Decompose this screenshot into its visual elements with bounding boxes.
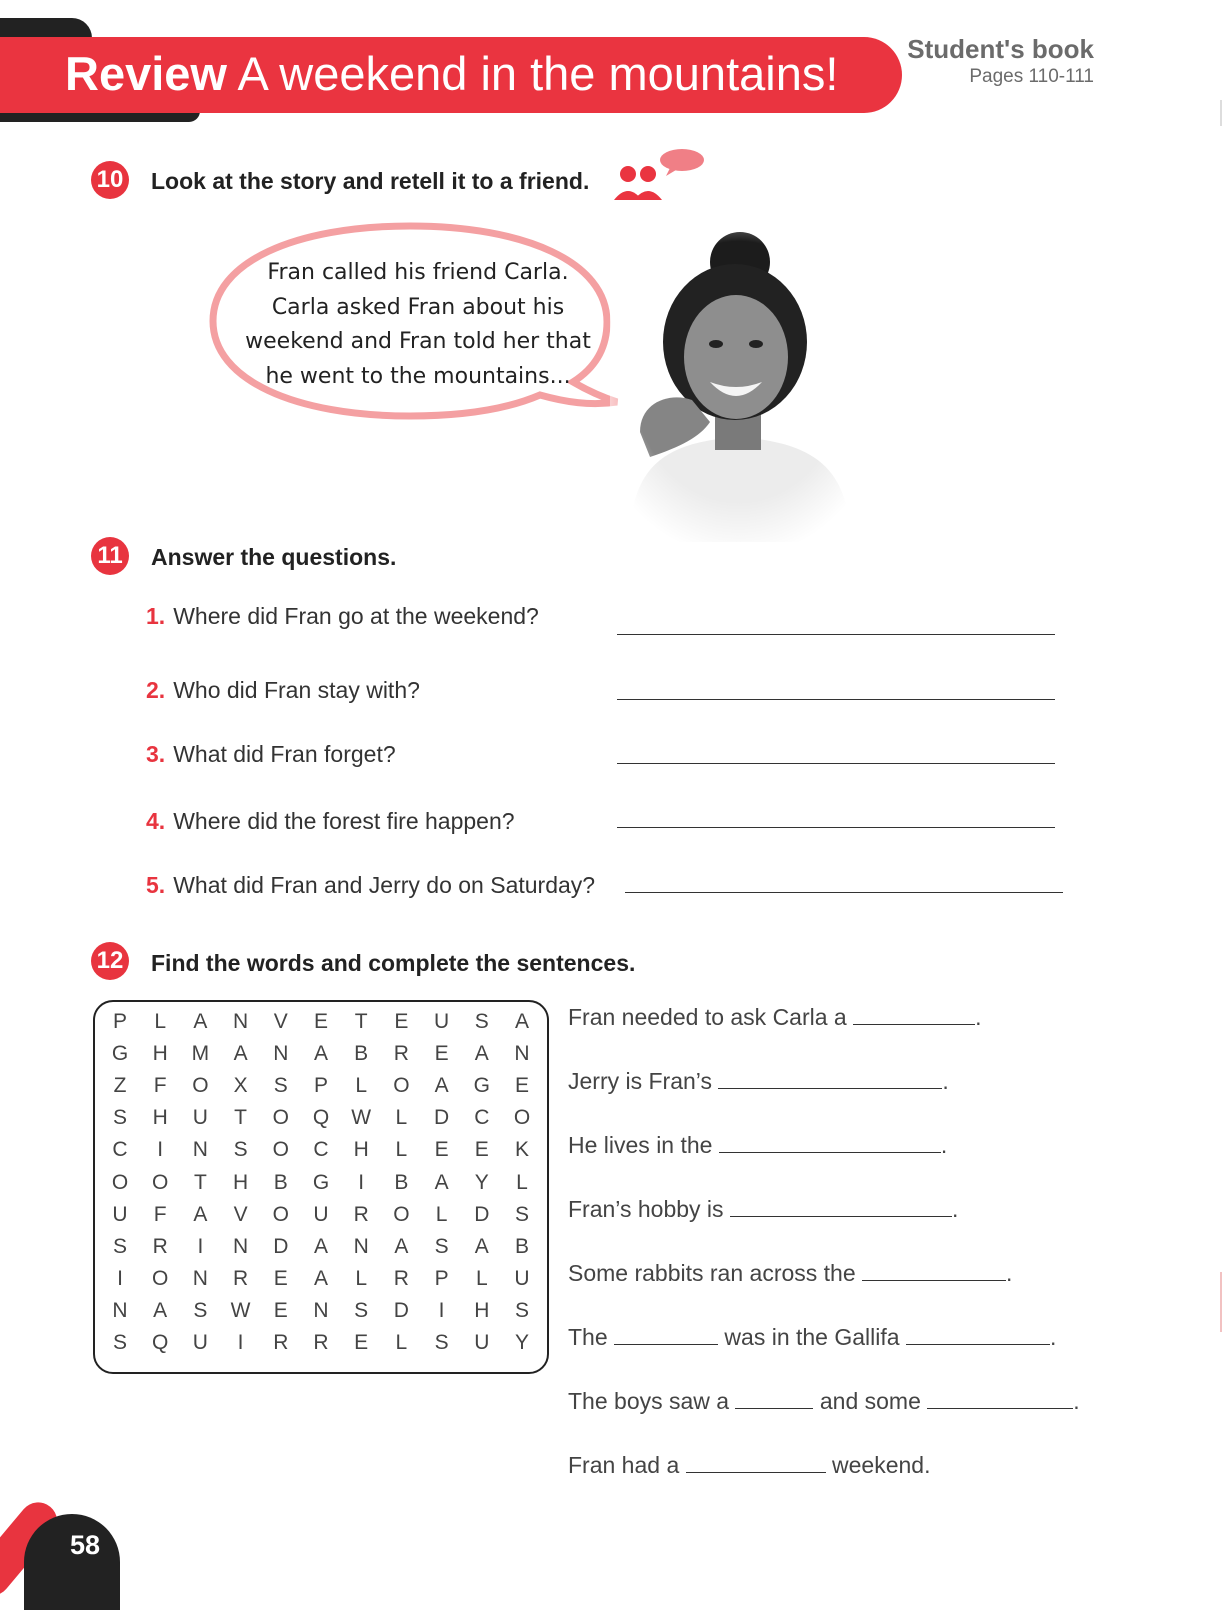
word-search-letter[interactable]: O [152, 1266, 169, 1290]
blank[interactable] [718, 1087, 942, 1089]
word-search-letter[interactable]: S [273, 1074, 288, 1098]
word-search-letter[interactable]: P [313, 1074, 328, 1098]
word-search-letter[interactable]: N [514, 1042, 530, 1066]
word-search-letter[interactable]: H [233, 1170, 249, 1194]
title-review: Review [65, 47, 227, 100]
word-search-letter[interactable]: E [434, 1042, 449, 1066]
word-search-letter[interactable]: E [434, 1138, 449, 1162]
word-search-letter[interactable]: L [435, 1202, 448, 1226]
word-search-letter[interactable]: I [157, 1138, 164, 1162]
word-search-letter[interactable]: O [192, 1074, 209, 1098]
word-search-letter[interactable]: L [355, 1074, 368, 1098]
answer-line-3[interactable] [617, 763, 1055, 764]
sentence-text: Fran’s hobby is [568, 1196, 724, 1222]
word-search-letter[interactable]: A [153, 1298, 168, 1322]
word-search-letter[interactable]: O [393, 1202, 410, 1226]
word-search-letter[interactable]: E [354, 1331, 369, 1354]
word-search-letter[interactable]: C [313, 1138, 329, 1162]
question-number: 3. [146, 741, 166, 767]
blank[interactable] [906, 1343, 1050, 1345]
word-search-letter[interactable]: L [516, 1170, 528, 1194]
students-book-label: Student's book [907, 34, 1094, 64]
word-search-letter[interactable]: S [354, 1298, 369, 1322]
word-search-letter[interactable]: A [434, 1170, 449, 1194]
sentence-7 [568, 1388, 1080, 1415]
sentence-8 [568, 1452, 931, 1479]
word-search-letter[interactable]: S [233, 1138, 248, 1162]
sentence-period: . [1049, 1324, 1057, 1350]
question-3 [146, 741, 396, 768]
word-search-letter[interactable]: R [393, 1266, 409, 1290]
speech-bubble-text [228, 256, 608, 394]
word-search-letter[interactable]: N [313, 1298, 329, 1322]
exercise-number-11: 11 [91, 537, 129, 575]
word-search-letter[interactable]: H [353, 1138, 369, 1162]
word-search-letter[interactable]: B [273, 1170, 288, 1194]
word-search-letter[interactable]: I [358, 1170, 365, 1194]
word-search-letter[interactable]: O [152, 1170, 169, 1194]
word-search-letter[interactable]: A [313, 1234, 328, 1258]
word-search-letter[interactable]: E [273, 1298, 288, 1322]
word-search-letter[interactable]: R [152, 1234, 168, 1258]
word-search-letter[interactable]: P [112, 1010, 127, 1033]
speaking-pair-icon [610, 148, 706, 204]
question-text: Who did Fran stay with? [173, 677, 420, 703]
question-text: What did Fran and Jerry do on Saturday? [173, 872, 596, 898]
word-search-letter[interactable]: U [192, 1331, 208, 1354]
word-search-letter[interactable]: U [514, 1266, 530, 1290]
sentence-text: was in the Gallifa [724, 1324, 900, 1350]
answer-line-4[interactable] [617, 827, 1055, 828]
question-number: 5. [146, 872, 166, 898]
blank[interactable] [719, 1151, 941, 1153]
word-search-letter[interactable]: B [514, 1234, 529, 1258]
word-search-letter[interactable]: I [237, 1331, 244, 1354]
word-search-letter[interactable]: E [474, 1138, 489, 1162]
book-pages-reference: Pages 110-111 [969, 66, 1094, 87]
word-search-letter[interactable]: N [233, 1010, 249, 1033]
blank[interactable] [614, 1343, 718, 1345]
bubble-line: Carla asked Fran about his [271, 294, 565, 320]
word-search-letter[interactable]: D [474, 1202, 490, 1226]
bubble-line: he went to the mountains... [265, 363, 571, 389]
word-search-letter[interactable]: D [434, 1106, 450, 1130]
word-search-letter[interactable]: N [273, 1042, 289, 1066]
answer-line-1[interactable] [617, 634, 1055, 635]
word-search-letter[interactable]: U [192, 1106, 208, 1130]
word-search-letter[interactable]: U [112, 1202, 128, 1226]
word-search-letter[interactable]: H [474, 1298, 490, 1322]
word-search-letter[interactable]: X [233, 1074, 248, 1098]
word-search-letter[interactable]: G [111, 1042, 129, 1066]
word-search-letter[interactable]: T [234, 1106, 247, 1130]
word-search-letter[interactable]: S [514, 1298, 529, 1322]
blank[interactable] [730, 1215, 952, 1217]
word-search-letter[interactable]: I [197, 1234, 204, 1258]
word-search-letter[interactable]: O [272, 1202, 289, 1226]
word-search-letter[interactable]: A [193, 1010, 208, 1033]
answer-line-2[interactable] [617, 699, 1055, 700]
word-search-letter[interactable]: O [393, 1074, 410, 1098]
word-search-letter[interactable]: S [193, 1298, 208, 1322]
word-search-letter[interactable]: Y [474, 1170, 489, 1194]
word-search-letter[interactable]: R [313, 1331, 329, 1354]
word-search-letter[interactable]: B [394, 1170, 409, 1194]
word-search-grid [93, 1000, 549, 1374]
word-search-letter[interactable]: O [513, 1106, 531, 1130]
sentence-text: The boys saw a [568, 1388, 730, 1414]
word-search-letter[interactable]: E [273, 1266, 288, 1290]
question-text: Where did the forest fire happen? [173, 808, 515, 834]
word-search-letter[interactable]: S [112, 1234, 127, 1258]
word-search-letter[interactable]: H [152, 1042, 168, 1066]
word-search-letter[interactable]: B [354, 1042, 369, 1066]
sentence-1 [568, 1004, 982, 1031]
exercise-number-12: 12 [91, 942, 129, 980]
word-search-letter[interactable]: S [474, 1010, 489, 1033]
exercise-number-10: 10 [91, 161, 129, 199]
word-search-letter[interactable]: U [313, 1202, 329, 1226]
question-4 [146, 808, 515, 835]
word-search-letter[interactable]: N [233, 1234, 249, 1258]
word-search-letter[interactable]: K [514, 1138, 529, 1162]
sentence-text: Fran needed to ask Carla a [568, 1004, 847, 1030]
word-search-letter[interactable]: T [354, 1010, 368, 1033]
question-text: What did Fran forget? [173, 741, 396, 767]
word-search-letter[interactable]: Y [514, 1331, 529, 1354]
word-search-letter[interactable]: D [393, 1298, 409, 1322]
word-search-letter[interactable]: A [474, 1042, 489, 1066]
word-search-letter[interactable]: V [273, 1010, 288, 1033]
word-search-letter[interactable]: A [474, 1234, 489, 1258]
word-search-letter[interactable]: H [152, 1106, 168, 1130]
girl-photo [610, 232, 868, 542]
sentence-6 [568, 1324, 1056, 1351]
exercise-12-instruction: Find the words and complete the sentences. [151, 950, 636, 976]
question-2 [146, 677, 420, 704]
sentence-text: The [568, 1324, 608, 1350]
word-search-letter[interactable]: E [313, 1010, 328, 1033]
word-search-letter[interactable]: O [111, 1170, 129, 1194]
word-search-letter[interactable]: R [393, 1042, 409, 1066]
word-search-letter[interactable]: A [514, 1010, 529, 1033]
word-search-letter[interactable]: I [117, 1266, 123, 1290]
sentence-period: . [942, 1068, 949, 1094]
word-search-letter[interactable]: N [112, 1298, 128, 1322]
word-search-letter[interactable]: S [112, 1106, 127, 1130]
word-search-letter[interactable]: L [475, 1266, 488, 1290]
question-1 [146, 603, 539, 630]
word-search-letter[interactable]: M [191, 1042, 210, 1066]
sentence-text: weekend. [832, 1452, 931, 1478]
word-search-letter[interactable]: N [192, 1138, 208, 1162]
blank[interactable] [686, 1471, 826, 1473]
word-search-letter[interactable]: L [355, 1266, 368, 1290]
word-search-letter[interactable]: F [153, 1202, 167, 1226]
sentence-period: . [940, 1132, 948, 1158]
word-search-letter[interactable]: O [272, 1106, 289, 1130]
word-search-letter[interactable]: C [112, 1138, 128, 1162]
bubble-line: weekend and Fran told her that [245, 329, 591, 354]
page-number: 58 [70, 1530, 101, 1560]
word-search-letter[interactable]: O [272, 1138, 289, 1162]
word-search-letter[interactable]: W [230, 1298, 251, 1322]
sentence-3 [568, 1132, 947, 1159]
question-number: 2. [146, 677, 166, 703]
exercise-11-instruction: Answer the questions. [151, 544, 397, 570]
bubble-line: Fran called his friend Carla. [267, 260, 569, 285]
word-search-letter[interactable]: W [351, 1106, 372, 1130]
word-search-letter[interactable]: E [394, 1010, 409, 1033]
word-search-letter[interactable]: Q [152, 1331, 169, 1354]
sentence-4 [568, 1196, 958, 1223]
word-search-letter[interactable]: N [192, 1266, 208, 1290]
word-search-letter[interactable]: U [434, 1010, 450, 1033]
blank[interactable] [927, 1407, 1073, 1409]
exercise-10-instruction: Look at the story and retell it to a friend. [151, 168, 590, 194]
answer-line-5[interactable] [625, 892, 1063, 893]
word-search-letter[interactable]: A [394, 1234, 409, 1258]
blank[interactable] [735, 1407, 813, 1409]
question-number: 1. [146, 603, 166, 629]
word-search-letter[interactable]: S [514, 1202, 529, 1226]
word-search-letter[interactable]: L [154, 1010, 167, 1033]
word-search-letter[interactable]: L [395, 1138, 408, 1162]
word-search-letter[interactable]: C [474, 1106, 490, 1130]
blank[interactable] [853, 1023, 975, 1025]
sentence-text: Jerry is Fran’s [568, 1068, 712, 1094]
word-search-letter[interactable]: D [273, 1234, 289, 1258]
word-search-letter[interactable]: S [112, 1331, 127, 1354]
word-search-letter[interactable]: V [233, 1202, 248, 1226]
sentence-period: . [1073, 1388, 1080, 1414]
sentence-text: and some [819, 1388, 921, 1414]
page-title [65, 46, 838, 101]
sentence-period: . [1006, 1260, 1013, 1286]
sentence-text: Some rabbits ran across the [568, 1260, 856, 1286]
word-search-letter[interactable]: A [313, 1266, 328, 1290]
page-number-tab [24, 1514, 120, 1610]
word-search-letter[interactable]: Q [312, 1106, 330, 1130]
word-search-letter[interactable]: E [514, 1074, 529, 1098]
word-search-letter[interactable]: L [395, 1331, 408, 1354]
word-search-letter[interactable]: A [313, 1042, 328, 1066]
word-search-letter[interactable]: L [395, 1106, 408, 1130]
title-topic: A weekend in the mountains! [237, 47, 839, 100]
word-search-letter[interactable]: S [434, 1331, 449, 1354]
word-search-letter[interactable]: R [273, 1331, 289, 1354]
word-search-letter[interactable]: A [434, 1074, 449, 1098]
word-search-letter[interactable]: P [434, 1266, 449, 1290]
sentence-text: Fran had a [568, 1452, 680, 1478]
word-search-letter[interactable]: U [474, 1331, 490, 1354]
question-5 [146, 872, 595, 899]
word-search-letter[interactable]: I [438, 1298, 445, 1322]
sentence-2 [568, 1068, 949, 1095]
word-search-letter[interactable]: G [312, 1170, 330, 1194]
word-search-letter[interactable]: S [434, 1234, 449, 1258]
sentence-period: . [975, 1004, 982, 1030]
word-search-letter[interactable]: G [473, 1074, 490, 1098]
question-text: Where did Fran go at the weekend? [173, 603, 539, 629]
blank[interactable] [862, 1279, 1006, 1281]
word-search-letter[interactable]: Z [113, 1074, 127, 1098]
word-search-letter[interactable]: F [153, 1074, 167, 1098]
word-search-letter[interactable]: R [353, 1202, 369, 1226]
sentence-5 [568, 1260, 1012, 1287]
word-search-letter[interactable]: N [353, 1234, 369, 1258]
question-number: 4. [146, 808, 166, 834]
word-search-letter[interactable]: A [233, 1042, 248, 1066]
word-search-letter[interactable]: T [193, 1170, 207, 1194]
sentence-period: . [951, 1196, 959, 1222]
word-search-letter[interactable]: R [233, 1266, 249, 1290]
word-search-letter[interactable]: A [193, 1202, 208, 1226]
sentence-text: He lives in the [568, 1132, 713, 1158]
